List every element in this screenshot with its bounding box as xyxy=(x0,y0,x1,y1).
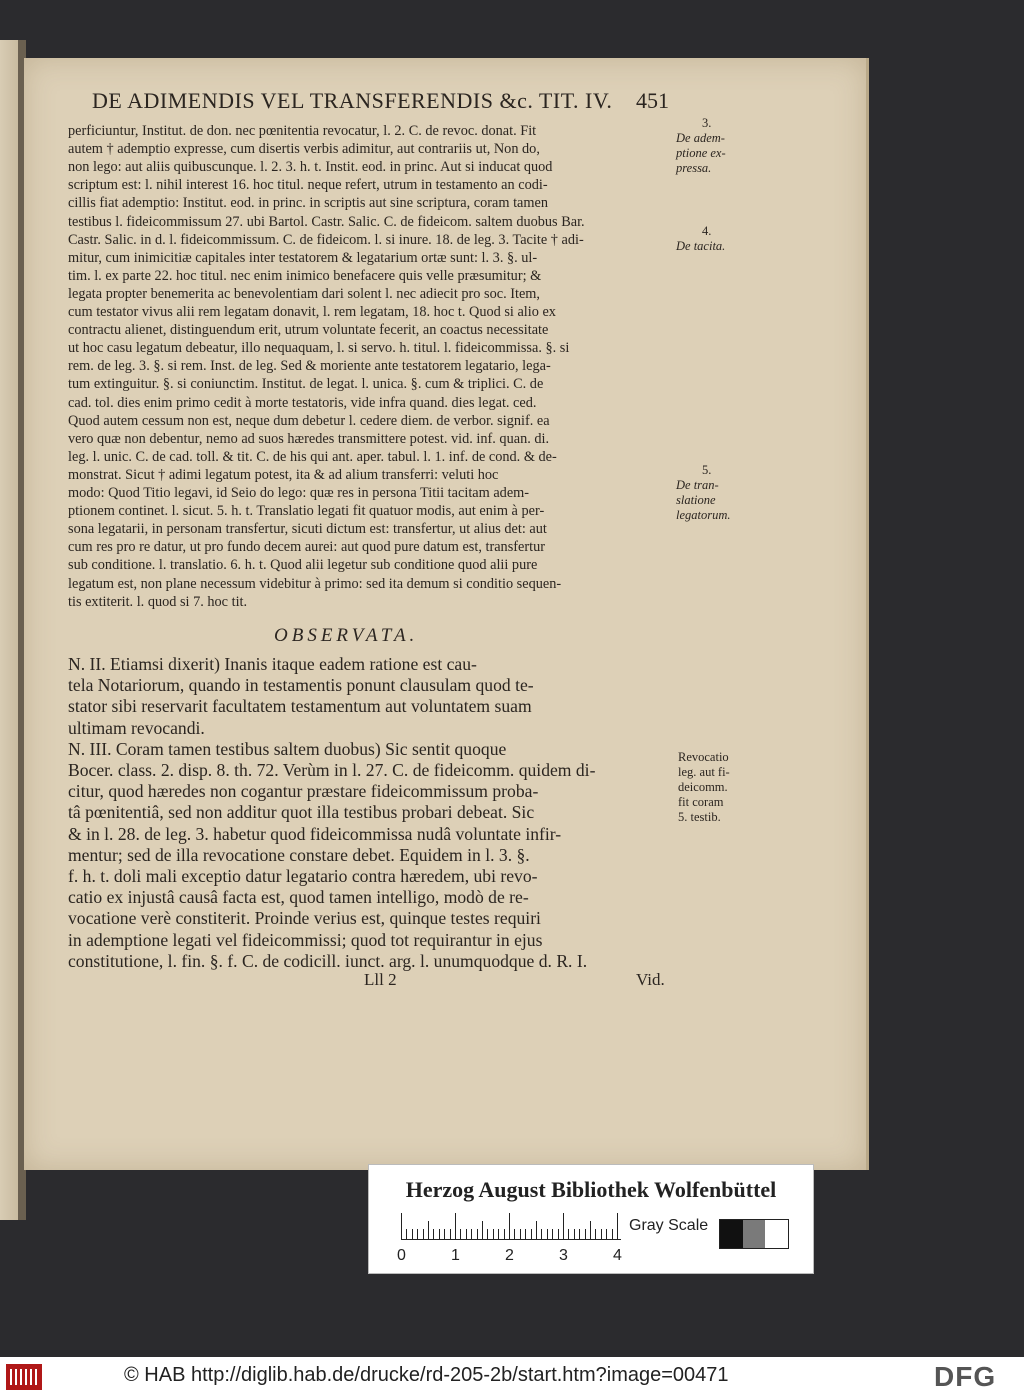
body-line: ptionem continet. l. sicut. 5. h. t. Translatio legati fit quatuor modis, aut enim à per- xyxy=(68,503,545,520)
body-line: legata propter benemerita ac benevolentiam dari solent l. nec adiecit pro soc. Item, xyxy=(68,285,540,302)
ruler-tick xyxy=(471,1229,472,1239)
margin-note-4: 4. De tacita. xyxy=(676,224,726,253)
margin-note-revocatio: Revocatio leg. aut fi- deicomm. fit coram 5. testib. xyxy=(678,750,730,824)
ruler-tick xyxy=(606,1229,607,1239)
body-line: monstrat. Sicut † adimi legatum potest, ita & ad alium transferri: veluti hoc xyxy=(68,466,499,483)
observata-line: N. III. Coram tamen testibus saltem duobus) Sic sentit quoque xyxy=(68,738,507,759)
body-line: legatum est, non plane necessum videbitur à primo: sed ita demum si conditio sequen- xyxy=(68,575,562,592)
ruler-tick xyxy=(558,1229,559,1239)
observata-line: constitutione, l. fin. §. f. C. de codicill. iunct. arg. l. unumquodque d. R. I. xyxy=(68,950,588,971)
observata-line: stator sibi reservarit facultatem testamentum aut voluntatem suam xyxy=(68,696,532,717)
gray-swatch xyxy=(765,1220,788,1248)
library-color-chart xyxy=(368,1164,814,1274)
ruler-tick xyxy=(423,1229,424,1239)
ruler-tick xyxy=(590,1221,591,1239)
observata-line: mentur; sed de illa revocatione constare debet. Equidem in l. 3. §. xyxy=(68,844,530,865)
body-line: sona legatarii, in personam transfertur, sicuti dictum est: transfertur, ut alius det: aut xyxy=(68,521,547,538)
ruler-tick xyxy=(428,1221,429,1239)
observata-line: Bocer. class. 2. disp. 8. th. 72. Verùm in l. 27. C. de fideicomm. quidem di- xyxy=(68,760,596,780)
scale-ruler xyxy=(401,1213,621,1240)
body-line: Castr. Salic. in d. l. fideicommissum. C. de fideicom. l. si inure. 18. de leg. 3. Tacite † adi- xyxy=(68,231,584,248)
signature-mark: Lll 2 xyxy=(364,970,397,989)
body-line: sub conditione. l. translatio. 6. h. t. Quod alii legetur sub conditione quod alii pure xyxy=(68,557,538,574)
ruler-tick xyxy=(595,1229,596,1239)
ruler-tick xyxy=(601,1229,602,1239)
body-line: cillis fiat ademptio: Institut. eod. in princ. in scriptis aut sine scriptura, coram tamen xyxy=(68,195,549,212)
ruler-tick xyxy=(509,1213,510,1239)
observata-line: ultimam revocandi. xyxy=(68,717,205,738)
ruler-tick xyxy=(563,1213,564,1239)
ruler-tick xyxy=(460,1229,461,1239)
observata-line: tela Notariorum, quando in testamentis ponunt clausulam quod te- xyxy=(68,675,534,696)
body-line: rem. de leg. 3. §. si rem. Inst. de leg. Sed & moriente ante testatorem legatario, lega- xyxy=(68,358,551,375)
ruler-number: 2 xyxy=(505,1247,514,1264)
ruler-tick xyxy=(417,1229,418,1239)
body-line: leg. l. unic. C. de cad. toll. & tit. C. de his qui ant. aper. tabul. l. 1. inf. de cond. & de- xyxy=(68,448,557,465)
body-line: tis extiterit. l. quod si 7. hoc tit. xyxy=(68,593,248,610)
body-line: scriptum est: l. nihil interest 16. hoc titul. neque refert, utrum in testamento an codi- xyxy=(68,177,548,194)
gray-swatch xyxy=(720,1220,743,1248)
catchword: Vid. xyxy=(636,970,665,989)
ruler-tick xyxy=(536,1221,537,1239)
dfg-logo: DFG xyxy=(934,1361,997,1392)
ruler-tick xyxy=(493,1229,494,1239)
gray-scale-label: Gray Scale xyxy=(629,1217,709,1234)
ruler-tick xyxy=(531,1229,532,1239)
ruler-tick xyxy=(466,1229,467,1239)
ruler-tick xyxy=(412,1229,413,1239)
ruler-number: 4 xyxy=(613,1247,622,1264)
margin-note-5: 5. De tran- slatione legatorum. xyxy=(676,463,731,522)
ruler-tick xyxy=(433,1229,434,1239)
ruler-tick xyxy=(477,1229,478,1239)
body-line: cad. tol. dies enim primo cedit à morte testatoris, vide infra quand. dies legat. ced. xyxy=(68,394,537,411)
body-line: vero quæ non debentur, nemo ad suos hæredes transmittere potest. vid. inf. quan. di. xyxy=(68,430,550,447)
ruler-tick xyxy=(439,1229,440,1239)
gray-swatch xyxy=(743,1220,766,1248)
body-line: tim. l. ex parte 22. hoc titul. nec enim inimico benefacere quis velle præsumitur; & xyxy=(68,267,542,284)
ruler-number: 1 xyxy=(451,1247,460,1264)
footer-bar xyxy=(0,1357,1024,1397)
observata-line: & in l. 28. de leg. 3. habetur quod fideicommissa nudâ voluntate infir- xyxy=(68,823,562,844)
ruler-tick xyxy=(547,1229,548,1239)
observata-line: f. h. t. doli mali exceptio datur legatario contra hæredem, ubi revo- xyxy=(68,866,538,886)
body-line: modo: Quod Titio legavi, id Seio do lego: quæ res in persona Titii tacitam adem- xyxy=(68,485,530,501)
observata-line: vocatione verè constiterit. Proinde verius est, quinque testes requiri xyxy=(68,908,541,929)
ruler-tick xyxy=(585,1229,586,1239)
ruler-tick xyxy=(525,1229,526,1239)
body-line: mitur, cum inimicitiæ capitales inter testatorem & legatarium ortæ sunt: l. 3. §. ul- xyxy=(68,249,538,266)
ruler-tick xyxy=(552,1229,553,1239)
body-line: cum res pro re datur, ut pro fundo decem aurei: aut quod pure datum est, transfertur xyxy=(68,539,546,556)
ruler-tick xyxy=(520,1229,521,1239)
ruler-tick xyxy=(482,1221,483,1239)
ruler-tick xyxy=(541,1229,542,1239)
ruler-tick xyxy=(450,1229,451,1239)
body-line: contractu alienet, distinguendum erit, utrum voluntate fecerit, an coactus necessitate xyxy=(68,322,549,339)
observata-line: citur, quod hæredes non cogantur præstare fideicommissum proba- xyxy=(68,781,539,802)
ruler-tick xyxy=(406,1229,407,1239)
ruler-tick xyxy=(401,1213,402,1239)
ruler-tick xyxy=(455,1213,456,1239)
observata-line: catio ex injustâ causâ facta est, quod tamen intelligo, modò de re- xyxy=(68,887,529,908)
ruler-tick xyxy=(612,1229,613,1239)
body-line: ut hoc casu legatum debeatur, illo nequaquam, l. si servo. h. titul. l. fideicommissa. §. si xyxy=(68,340,570,357)
body-line: tum extinguitur. §. si coniunctim. Institut. de legat. l. unica. §. cum & triplici. C. de xyxy=(68,376,544,393)
ruler-tick xyxy=(514,1229,515,1239)
body-line: testibus l. fideicommissum 27. ubi Bartol. Castr. Salic. C. de fideicom. saltem duobus Bar. xyxy=(68,213,585,230)
ruler-tick xyxy=(487,1229,488,1239)
observata-line: in ademptione legati vel fideicommissi; quod tot requirantur in ejus xyxy=(68,929,543,950)
body-line: cum testator vivus alii rem legatam donavit, l. rem legatam, 18. hoc t. Quod si alio ex xyxy=(68,304,556,320)
body-line: non lego: aut aliis quibuscunque. l. 2. 3. h. t. Instit. eod. in princ. Aut si inducat quod xyxy=(68,159,553,176)
hab-logo-icon xyxy=(6,1364,42,1390)
gray-scale-swatches xyxy=(719,1219,789,1249)
margin-note-3: 3. De adem- ptione ex- pressa. xyxy=(676,116,726,175)
ruler-tick xyxy=(504,1229,505,1239)
source-url: © HAB http://diglib.hab.de/drucke/rd-205-2b/start.htm?image=00471 xyxy=(124,1364,729,1386)
ruler-tick xyxy=(444,1229,445,1239)
ruler-tick xyxy=(579,1229,580,1239)
observata-line: tâ pœnitentiâ, sed non additur quot illa testibus probari debeat. Sic xyxy=(68,802,535,823)
ruler-number: 3 xyxy=(559,1247,568,1264)
body-line: Quod autem cessum non est, neque dum debetur l. cedere diem. de verbor. signif. ea xyxy=(68,412,550,429)
ruler-tick xyxy=(617,1213,618,1239)
page-number: 451 xyxy=(636,88,669,113)
running-header: DE ADIMENDIS VEL TRANSFERENDIS &c. TIT. IV. xyxy=(92,88,613,113)
ruler-tick xyxy=(574,1229,575,1239)
body-line: perficiuntur, Institut. de don. nec pœnitentia revocatur, l. 2. C. de revoc. donat. Fit xyxy=(68,123,537,139)
ruler-number: 0 xyxy=(397,1247,406,1264)
body-line: autem † ademptio expresse, cum disertis verbis adimitur, aut contrariis ut, Non do, xyxy=(68,141,540,158)
book-page xyxy=(24,58,869,1170)
observata-heading: OBSERVATA. xyxy=(274,625,419,646)
ruler-tick xyxy=(568,1229,569,1239)
ruler-tick xyxy=(498,1229,499,1239)
observata-line: N. II. Etiamsi dixerit) Inanis itaque eadem ratione est cau- xyxy=(68,654,477,674)
library-name: Herzog August Bibliothek Wolfenbüttel xyxy=(405,1177,777,1202)
